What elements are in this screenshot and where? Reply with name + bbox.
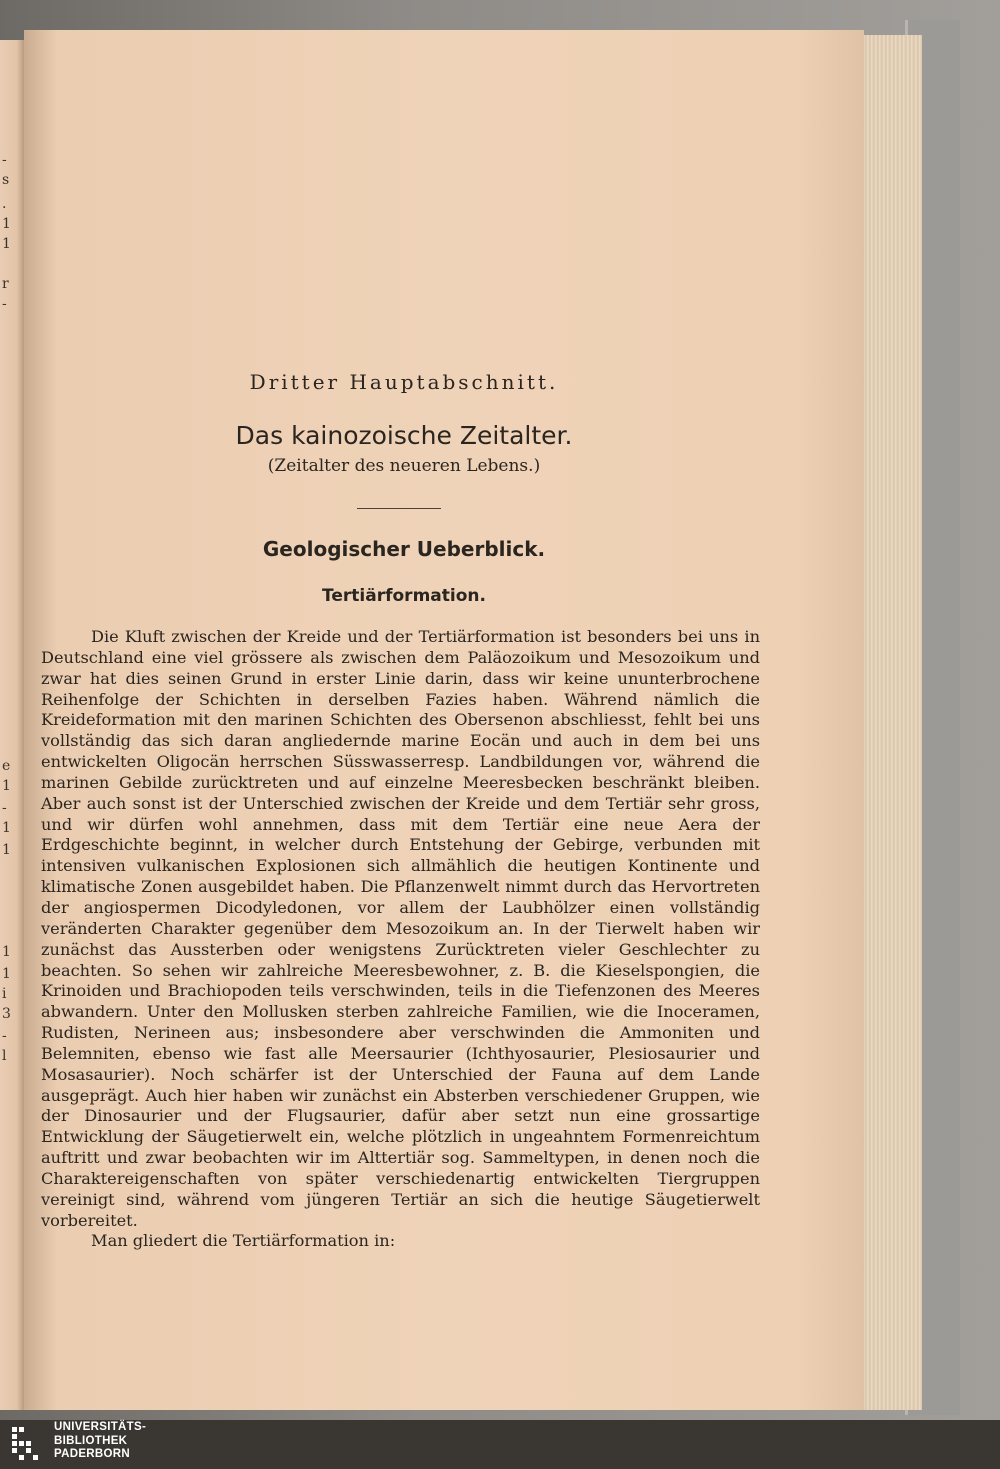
section-heading: Geologischer Ueberblick.: [262, 537, 546, 561]
chapter-subtitle: (Zeitalter des neueren Lebens.): [267, 456, 541, 476]
fragment: .: [2, 196, 7, 212]
fragment: l: [2, 1048, 7, 1064]
fragment: 1: [2, 236, 11, 252]
paragraph: Man gliedert die Tertiärformation in:: [91, 1231, 396, 1251]
fragment: -: [2, 1028, 7, 1044]
previous-page-fragments: [0, 40, 22, 1410]
fragment: 1: [2, 778, 11, 794]
fragment: 1: [2, 216, 11, 232]
fragment: -: [2, 296, 7, 312]
chapter-title: Das kainozoische Zeitalter.: [235, 421, 573, 450]
fragment: 1: [2, 842, 11, 858]
fragment: i: [2, 986, 7, 1002]
previous-page-edge: [0, 40, 24, 1410]
fragment: 1: [2, 820, 11, 836]
fragment: 3: [2, 1006, 11, 1022]
logo-line: PADERBORN: [54, 1448, 130, 1460]
fragment: e: [2, 758, 11, 774]
paragraph: Die Kluft zwischen der Kreide und der Tertiärformation ist besonders bei uns in Deutschland eine viel grössere als zwischen dem Paläozoikum und Mesozoikum und zwar hat dies seinen Grund in erster Linie darin, dass wir keine ununterbrochene Reihenfolge der Schichten in derselben Fazies haben. Während nämlich die Kreideformation mit den marinen Schichten des Obersenon abschliesst, fehlt bei uns vollständig das sich daran angliedernde marine Eocän und auch in dem bei uns entwickelten Oligocän herrschen Süsswasserresp. Landbildungen vor, während die marinen Gebilde zurücktreten und auf einzelne Meeresbecken beschränkt bleiben. Aber auch sonst ist der Unterschied zwischen der Kreide und dem Tertiär sehr gross, und wir dürfen wohl annehmen, dass mit dem Tertiär eine neue Aera der Erdgeschichte beginnt, in welcher durch Entstehung der Gebirge, verbunden mit intensiven vulkanischen Explosionen sich allmählich die heutigen Kontinente und klimatische Zonen ausgebildet haben. Die Pflanzenwelt nimmt durch das Hervortreten der angiospermen Dicodyledonen, vor allem der Laubhölzer einen vollständig veränderten Charakter gegenüber dem Mesozoikum an. In der Tierwelt haben wir zunächst das Aussterben oder wenigstens Zurücktreten vieler Geschlechter zu beachten. So sehen wir zahlreiche Meeresbewohner, z. B. die Kieselspongien, die Krinoiden und Brachiopoden teils verschwinden, teils in die Tiefenzonen des Meeres abwandern. Unter den Mollusken sterben zahlreiche Familien, wie die Inoceramen, Rudisten, Nerineen aus; insbesondere aber verschwinden die Ammoniten und Belemniten, ebenso wie fast alle Meersaurier (Ichthyosaurier, Plesiosaurier und Mosasaurier). Noch schärfer ist der Unterschied der Fauna auf dem Lande ausgeprägt. Auch hier haben wir zunächst ein Absterben verschiedener Gruppen, wie der Dinosaurier und der Flugsaurier, dafür aber setzt nun eine grossartige Entwicklung der Säugetierwelt ein, welche plötzlich in ungeahntem Formenreichtum auftritt und zwar beobachten wir im Alttertiär sog. Sammeltypen, in denen noch die Charaktereigenschaften von später verschiedenartig entwickelten Tiergruppen vereinigt sind, während vom jüngeren Tertiär an sich die heutige Säugetierwelt vorbereitet.: [41, 627, 760, 1230]
body-text: [41, 627, 760, 1252]
divider-rule: [357, 508, 441, 509]
library-logo-text: [54, 1421, 174, 1462]
fragment: 1: [2, 966, 11, 982]
fragment: 1: [2, 944, 11, 960]
fragment: r: [2, 276, 9, 292]
page-block-edges: [860, 35, 922, 1410]
subsection-heading: Tertiärformation.: [322, 586, 486, 606]
section-label: Dritter Hauptabschnitt.: [249, 370, 559, 394]
fragment: -: [2, 152, 7, 168]
book-page: [24, 30, 864, 1410]
logo-line: UNIVERSITÄTS-: [54, 1421, 147, 1433]
fragment: -: [2, 800, 7, 816]
logo-line: BIBLIOTHEK: [54, 1434, 128, 1447]
fragment: s: [2, 172, 10, 188]
library-logo-icon: [10, 1424, 44, 1464]
